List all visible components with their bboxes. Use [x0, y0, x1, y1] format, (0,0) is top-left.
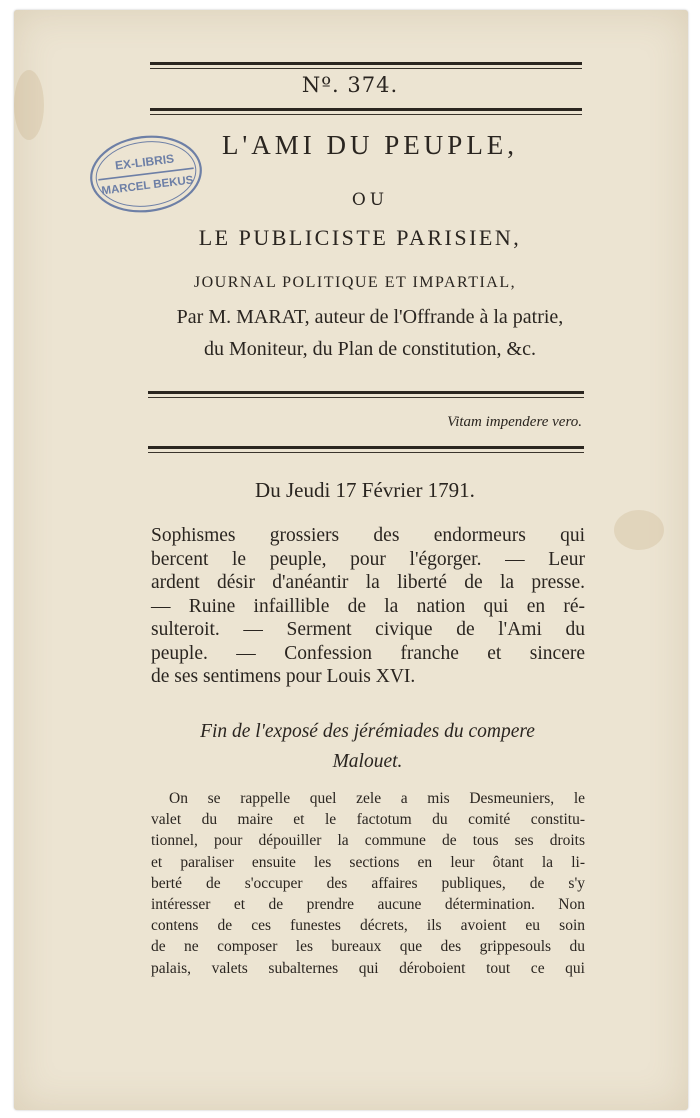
- section-heading-line-1: Fin de l'exposé des jérémiades du compere: [200, 721, 535, 742]
- newspaper-title: L'AMI DU PEUPLE,: [221, 130, 519, 160]
- masthead-rule-thin: [148, 397, 584, 398]
- top-rule-thick: [150, 62, 582, 65]
- stamp-line2: MARCEL BEKUS: [100, 174, 195, 198]
- byline-line-1: Par M. MARAT, auteur de l'Offrande à la patrie,: [176, 306, 564, 328]
- body-line: On se rappelle quel zele a mis Desmeuniers, le: [169, 790, 585, 807]
- issue-date: Du Jeudi 17 Février 1791.: [255, 478, 475, 502]
- summary-line: Sophismes grossiers des endormeurs qui: [151, 525, 585, 546]
- section-heading-line-2: Malouet.: [332, 751, 403, 772]
- body-line: tionnel, pour dépouiller la commune de tous ses droits: [151, 832, 585, 850]
- masthead-rule-thick: [148, 391, 584, 394]
- issue-number: Nº. 374.: [301, 73, 399, 97]
- motto-rule-thick: [148, 446, 584, 449]
- summary-line: peuple. — Confession franche et sincere: [151, 642, 585, 664]
- body-line: et paraliser ensuite les sections en leur ôtant la li-: [151, 853, 585, 871]
- body-line: de ne composer les bureaux que des grippesouls du: [151, 938, 585, 956]
- body-line: intéresser et de prendre aucune détermination. Non: [151, 896, 585, 914]
- top-rule-thin: [150, 68, 582, 69]
- article-body: [151, 788, 585, 979]
- motto: Vitam impendere vero.: [447, 414, 582, 430]
- title-conjunction: OU: [351, 190, 389, 210]
- stamp-line1: EX-LIBRIS: [114, 151, 175, 173]
- summary-line: sulteroit. — Serment civique de l'Ami du: [151, 619, 585, 640]
- summary-line: bercent le peuple, pour l'égorger. — Leur: [151, 548, 585, 570]
- journal-type: JOURNAL POLITIQUE ET IMPARTIAL,: [193, 274, 517, 291]
- summary-paragraph: [151, 524, 585, 689]
- summary-line: de ses sentimens pour Louis XVI.: [151, 666, 416, 687]
- issue-rule-thick: [150, 108, 582, 111]
- summary-line: — Ruine infaillible de la nation qui en ré-: [151, 595, 585, 617]
- body-line: berté de s'occuper des affaires publiques, de s'y: [151, 874, 585, 892]
- motto-rule-thin: [148, 452, 584, 453]
- body-line: contens de ces funestes décrets, ils avoient eu soin: [151, 917, 585, 935]
- byline-line-2: du Moniteur, du Plan de constitution, &c.: [204, 338, 536, 360]
- issue-rule-thin: [150, 114, 582, 115]
- paper-stain: [614, 510, 664, 550]
- summary-line: ardent désir d'anéantir la liberté de la presse.: [151, 572, 585, 593]
- body-line: valet du maire et le factotum du comité constitu-: [151, 811, 585, 829]
- newspaper-subtitle: LE PUBLICISTE PARISIEN,: [198, 225, 522, 250]
- body-line: palais, valets subalternes qui déroboient tout ce qui: [151, 959, 585, 977]
